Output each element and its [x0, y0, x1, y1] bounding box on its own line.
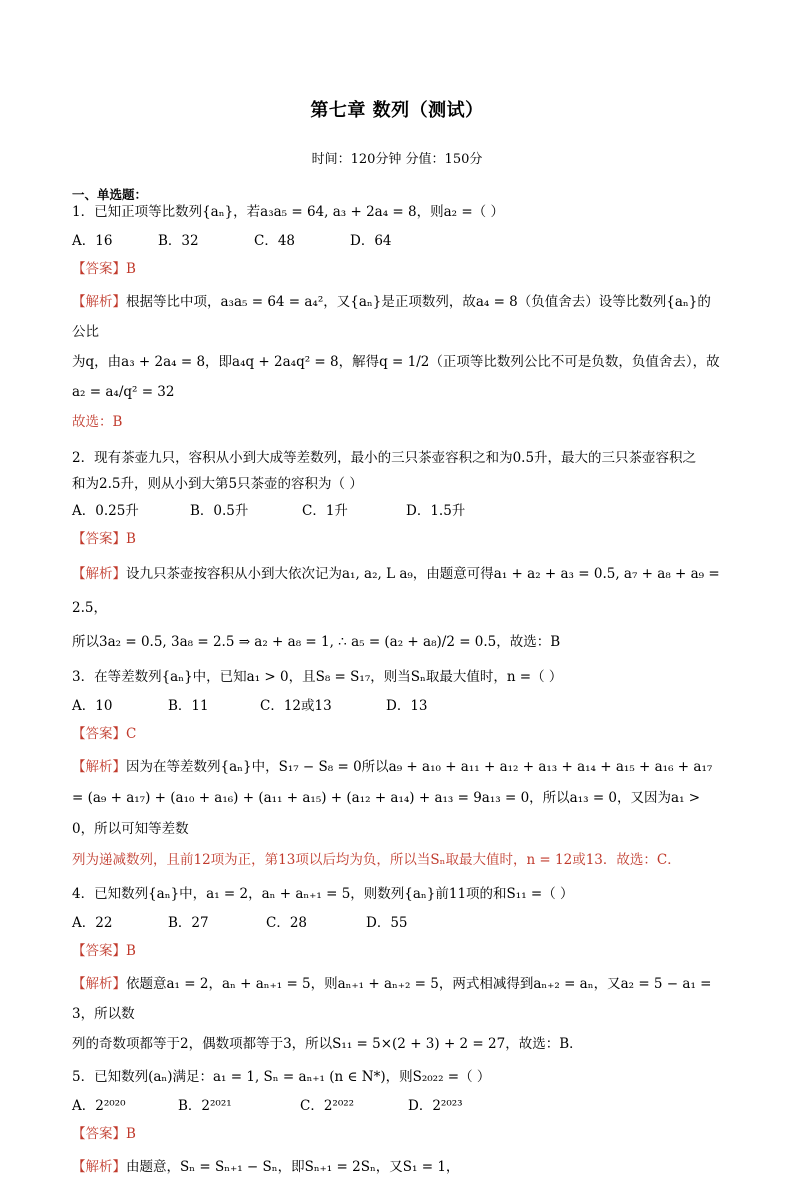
choice-c: C．2²⁰²²	[300, 1098, 355, 1114]
explanation-1-line-2: 为q，由a₃ + 2a₄ = 8，即a₄q + 2a₄q² = 8，解得q = 1/2（正项等比数列公比不可是负数，负值舍去），故a₂ = a₄/q² = 32	[72, 354, 720, 400]
choice-a: A．10	[72, 698, 113, 714]
explanation-5	[72, 1152, 724, 1183]
explanation-4-line-2: 列的奇数项都等于2，偶数项都等于3，所以S₁₁ = 5×(2 + 3) + 2 = 27，故选：B．	[72, 1036, 583, 1052]
explanation-4	[72, 969, 724, 1059]
explanation-2-line-2: 所以3a₂ = 0.5, 3a₈ = 2.5 ⇒ a₂ + a₈ = 1, ∴ a₅ = (a₂ + a₈)/2 = 0.5，故选：B	[72, 634, 561, 650]
explanation-1-line-1: 根据等比中项，a₃a₅ = 64 = a₄²，又{aₙ}是正项数列，故a₄ = 8（负值舍去）设等比数列{aₙ}的公比	[72, 294, 711, 340]
answer-1	[72, 259, 724, 279]
explanation-3	[72, 752, 724, 876]
answer-value: B	[126, 1126, 136, 1142]
answer-5	[72, 1124, 724, 1144]
choice-c: C．12或13	[260, 698, 332, 714]
question-5-choices	[72, 1096, 724, 1116]
choice-a: A．16	[72, 233, 113, 249]
answer-tag: 【答案】	[72, 726, 126, 742]
question-5-stem: 5．已知数列(aₙ)满足：a₁ = 1, Sₙ = aₙ₊₁ (n ∈ N*)，则S₂₀₂₂ =（ ）	[72, 1069, 491, 1085]
question-3-stem: 3．在等差数列{aₙ}中，已知a₁ > 0，且S₈ = S₁₇，则当Sₙ取最大值时，n =（ ）	[72, 669, 563, 685]
choice-d: D．55	[366, 915, 408, 931]
explain-tag: 【解析】	[72, 294, 126, 310]
choice-b: B．0.5升	[190, 503, 249, 519]
answer-tag: 【答案】	[72, 531, 126, 547]
explanation-2-line-1: 设九只茶壶按容积从小到大依次记为a₁, a₂, L a₉，由题意可得a₁ + a₂ + a₃ = 0.5, a₇ + a₈ + a₉ = 2.5，	[72, 566, 720, 616]
explanation-4-line-1: 依题意a₁ = 2，aₙ + aₙ₊₁ = 5，则aₙ₊₁ + aₙ₊₂ = 5，两式相减得到aₙ₊₂ = aₙ，又a₂ = 5 − a₁ = 3，所以数	[72, 976, 712, 1022]
question-2-choices	[72, 501, 724, 521]
explain-tag: 【解析】	[72, 759, 126, 775]
questions-body	[72, 202, 724, 1191]
answer-3	[72, 724, 724, 744]
question-3-choices	[72, 696, 724, 716]
choice-b: B．32	[158, 233, 199, 249]
explain-tag: 【解析】	[72, 1159, 126, 1175]
question-1-choices	[72, 231, 724, 251]
question-1-stem: 1．已知正项等比数列{aₙ}，若a₃a₅ = 64, a₃ + 2a₄ = 8，则a₂ =（ ）	[72, 204, 504, 220]
answer-value: B	[126, 531, 136, 547]
question-2-stem-line-2: 和为2.5升，则从小到大第5只茶壶的容积为（ ）	[72, 476, 363, 492]
explanation-3-line-3: 列为递减数列，且前12项为正，第13项以后均为负，所以当Sₙ取最大值时，n = 12或13．故选：C．	[72, 852, 681, 868]
choice-b: B．2²⁰²¹	[178, 1098, 232, 1114]
question-4-choices	[72, 913, 724, 933]
explanation-3-line-2: = (a₉ + a₁₇) + (a₁₀ + a₁₆) + (a₁₁ + a₁₅) + (a₁₂ + a₁₄) + a₁₃ = 9a₁₃ = 0，所以a₁₃ = 0，又因为a₁ > 0，所以可知等差数	[72, 790, 701, 837]
choice-b: B．27	[168, 915, 209, 931]
explanation-1	[72, 287, 724, 437]
choice-b: B．11	[168, 698, 209, 714]
answer-value: B	[126, 261, 136, 277]
question-4-stem: 4．已知数列{aₙ}中，a₁ = 2，aₙ + aₙ₊₁ = 5，则数列{aₙ}前11项的和S₁₁ =（ ）	[72, 886, 574, 902]
answer-value: C	[126, 726, 137, 742]
explain-tag: 【解析】	[72, 566, 126, 582]
choice-d: D．13	[386, 698, 428, 714]
exam-info: 时间：120分钟 分值：150分	[311, 152, 483, 167]
page-title: 第七章 数列（测试）	[310, 100, 484, 121]
question-2-stem-line-1: 2．现有茶壶九只，容积从小到大成等差数列，最小的三只茶壶容积之和为0.5升，最大的三只茶壶容积之	[72, 450, 697, 466]
choice-c: C．28	[266, 915, 308, 931]
answer-2	[72, 529, 724, 549]
explanation-3-line-1: 因为在等差数列{aₙ}中，S₁₇ − S₈ = 0所以a₉ + a₁₀ + a₁₁ + a₁₂ + a₁₃ + a₁₄ + a₁₅ + a₁₆ + a₁₇	[126, 759, 713, 775]
answer-value: B	[126, 943, 136, 959]
answer-4	[72, 941, 724, 961]
choice-c: C．48	[254, 233, 296, 249]
section-heading: 一、单选题：	[72, 187, 148, 202]
choice-c: C．1升	[302, 503, 348, 519]
question-2-stem	[72, 445, 724, 497]
explanation-1-line-3: 故选：B	[72, 414, 123, 430]
explanation-2	[72, 557, 724, 659]
answer-tag: 【答案】	[72, 943, 126, 959]
choice-a: A．22	[72, 915, 113, 931]
choice-a: A．0.25升	[72, 503, 139, 519]
answer-tag: 【答案】	[72, 261, 126, 277]
choice-d: D．2²⁰²³	[408, 1098, 463, 1114]
explanation-5-line-1: 由题意，Sₙ = Sₙ₊₁ − Sₙ，即Sₙ₊₁ = 2Sₙ，又S₁ = 1，	[126, 1159, 460, 1175]
choice-d: D．64	[350, 233, 392, 249]
answer-tag: 【答案】	[72, 1126, 126, 1142]
choice-a: A．2²⁰²⁰	[72, 1098, 126, 1114]
choice-d: D．1.5升	[406, 503, 466, 519]
explain-tag: 【解析】	[72, 976, 126, 992]
